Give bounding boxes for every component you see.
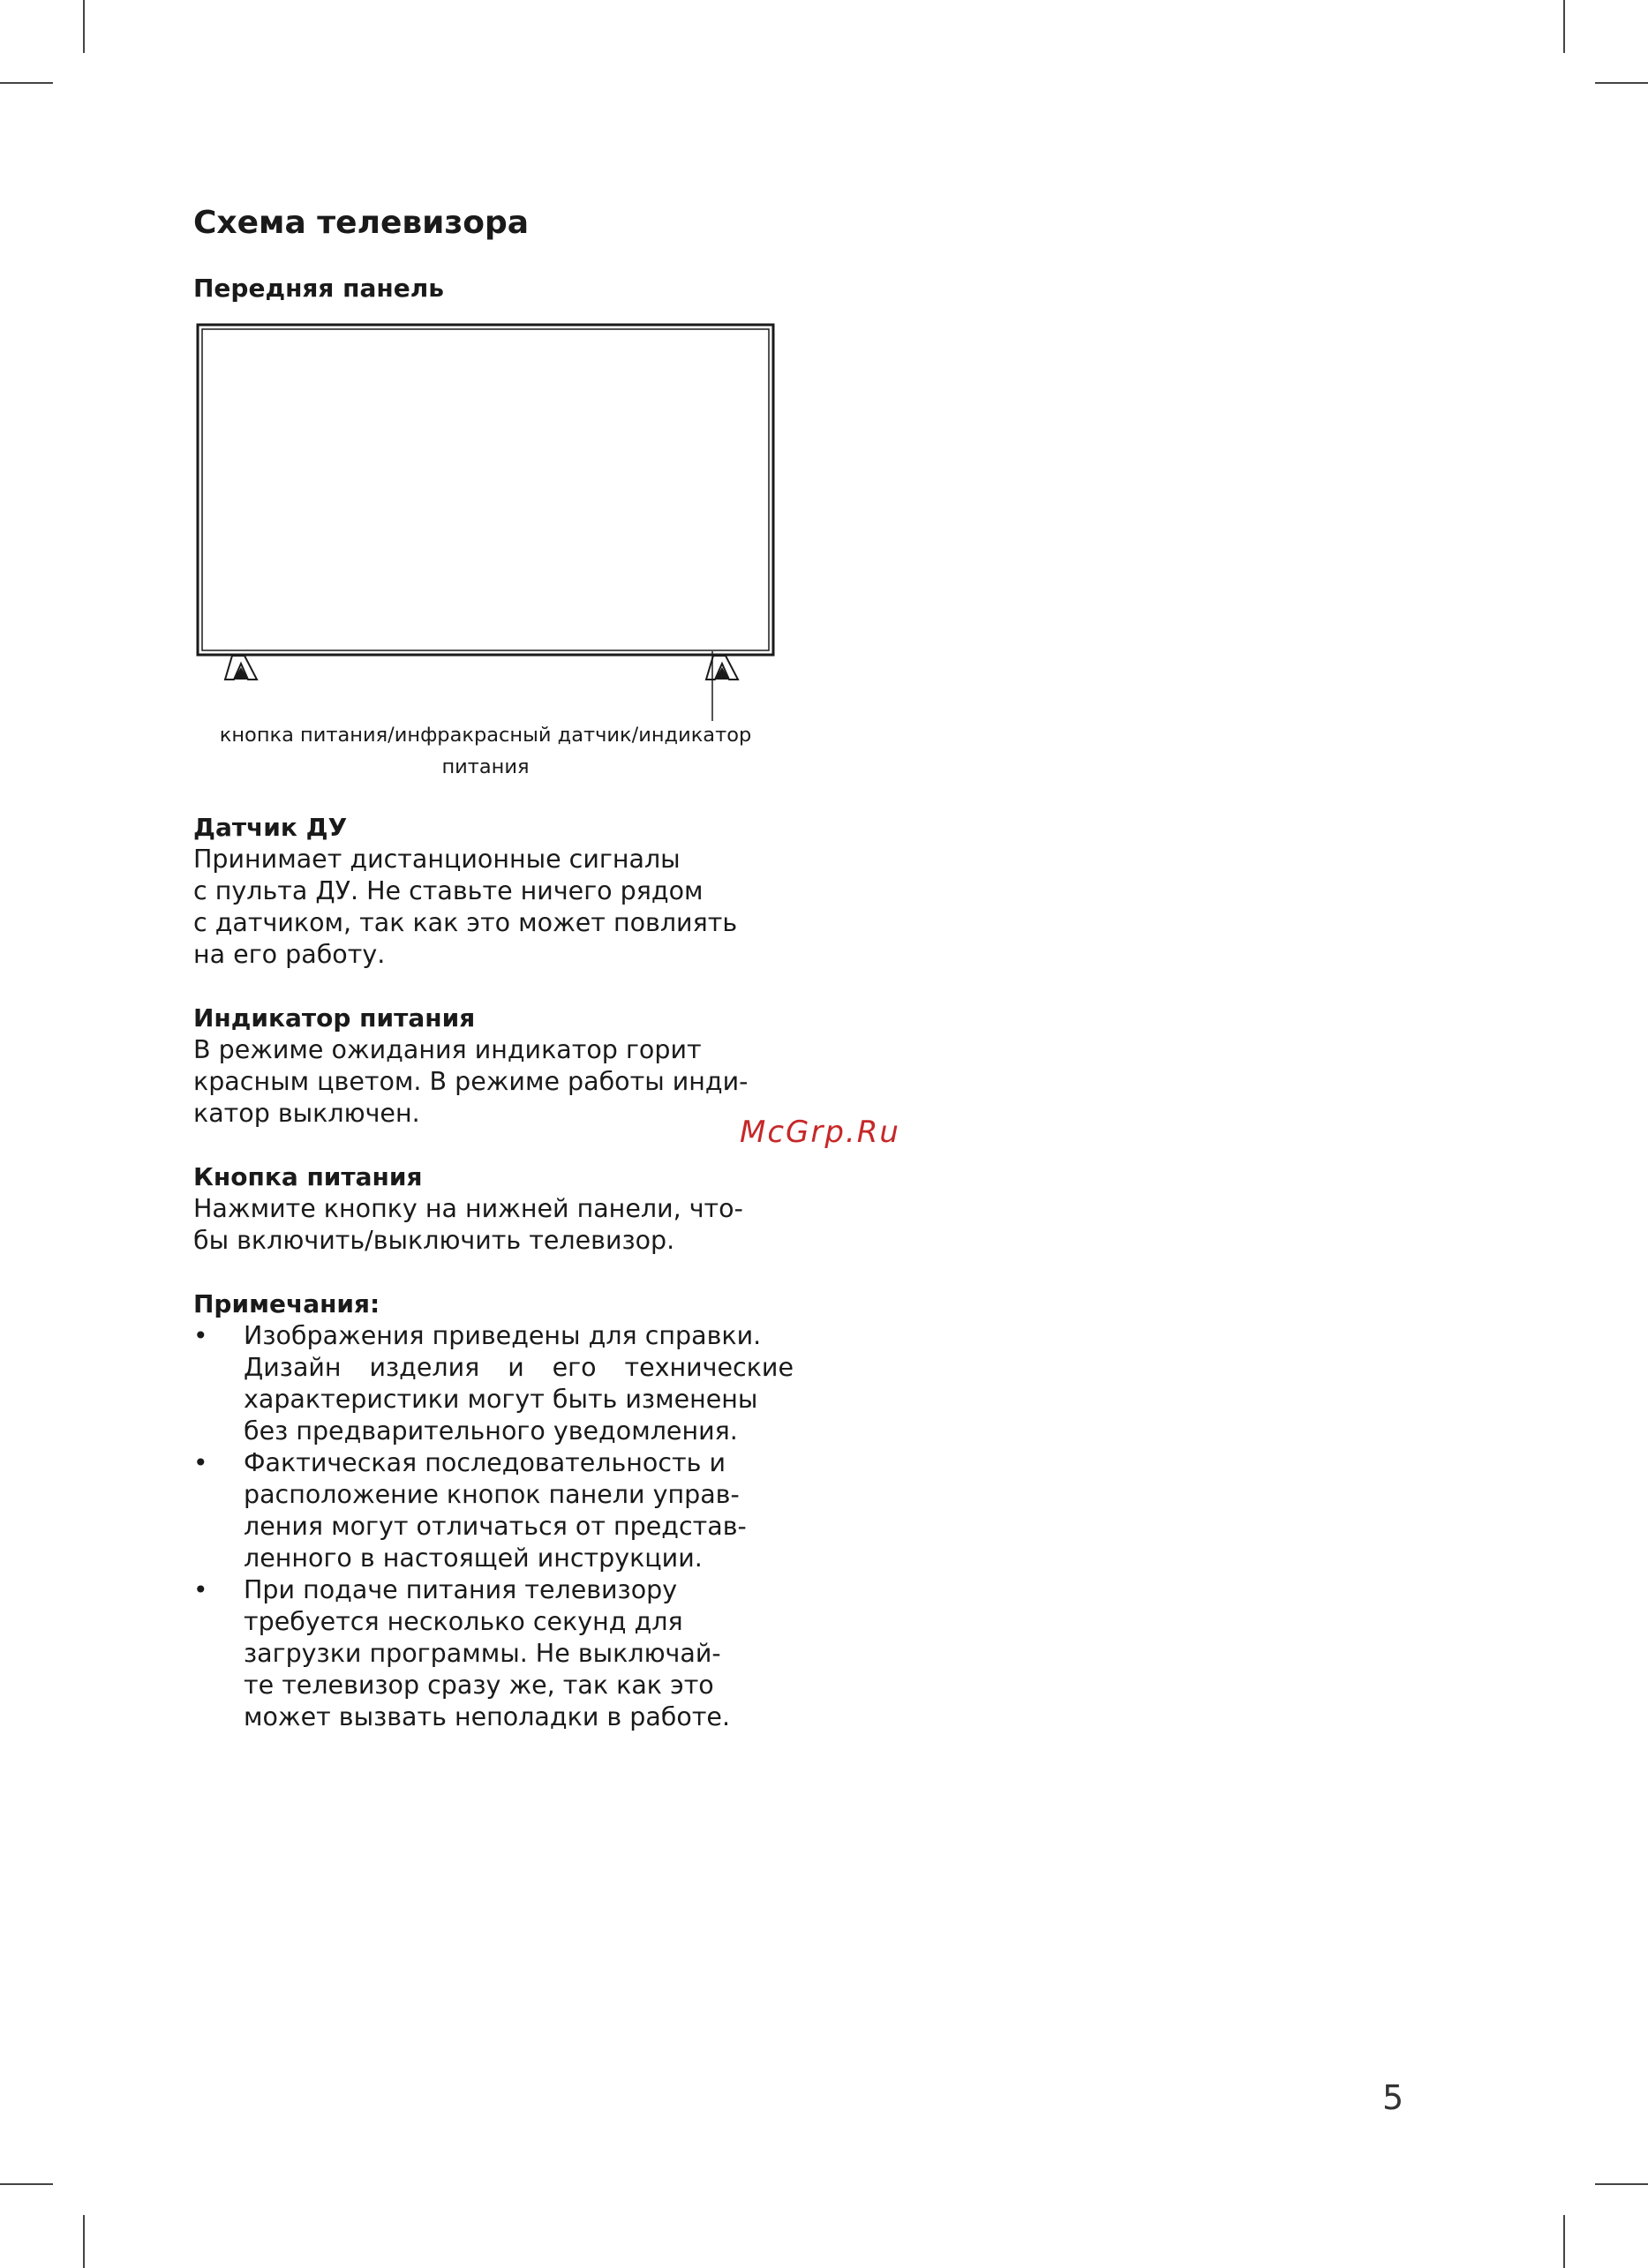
note-line: ления могут отличаться от представ- bbox=[244, 1512, 747, 1541]
note-line: ленного в настоящей инструкции. bbox=[244, 1543, 703, 1573]
note-line: Изображения приведены для справки. bbox=[244, 1321, 762, 1350]
section-power-indicator bbox=[193, 1003, 794, 1130]
note-line: При подаче питания телевизору bbox=[244, 1575, 678, 1604]
list-item bbox=[193, 1447, 794, 1574]
crop-mark bbox=[83, 0, 85, 53]
section-heading: Кнопка питания bbox=[193, 1162, 423, 1191]
note-line: те телевизор сразу же, так как это bbox=[244, 1671, 714, 1700]
page-title: Схема телевизора bbox=[193, 205, 530, 241]
section-power-button bbox=[193, 1161, 794, 1257]
crop-mark bbox=[83, 2215, 85, 2268]
caption-line: кнопка питания/инфракрасный датчик/индикатор bbox=[219, 724, 752, 747]
tv-right-stand bbox=[706, 656, 738, 680]
note-line: расположение кнопок панели управ- bbox=[244, 1480, 740, 1509]
paragraph-line: Нажмите кнопку на нижней панели, что- bbox=[193, 1194, 743, 1223]
notes-list bbox=[193, 1320, 794, 1733]
paragraph-line: красным цветом. В режиме работы инди- bbox=[193, 1067, 749, 1096]
crop-mark bbox=[1563, 2215, 1565, 2268]
section-remote-sensor bbox=[193, 812, 794, 971]
note-line: требуется несколько секунд для bbox=[244, 1607, 683, 1636]
list-item bbox=[193, 1574, 794, 1733]
crop-mark bbox=[1595, 82, 1648, 84]
bullet-icon: • bbox=[193, 1321, 208, 1350]
crop-mark bbox=[1563, 0, 1565, 53]
section-heading: Датчик ДУ bbox=[193, 813, 348, 842]
page-number: 5 bbox=[1382, 2078, 1404, 2117]
bullet-icon: • bbox=[193, 1448, 208, 1477]
tv-left-stand bbox=[225, 656, 257, 680]
bullet-icon: • bbox=[193, 1575, 208, 1604]
tv-front-panel-diagram bbox=[190, 318, 781, 732]
notes-section bbox=[193, 1288, 794, 1733]
paragraph-line: на его работу. bbox=[193, 940, 386, 969]
section-heading: Индикатор питания bbox=[193, 1003, 476, 1033]
list-item bbox=[193, 1320, 794, 1447]
crop-mark bbox=[0, 82, 53, 84]
note-line: характеристики могут быть изменены bbox=[244, 1385, 758, 1414]
diagram-caption bbox=[212, 719, 759, 783]
tv-screen bbox=[202, 329, 769, 650]
paragraph-line: катор выключен. bbox=[193, 1099, 420, 1128]
paragraph-line: с пульта ДУ. Не ставьте ничего рядом bbox=[193, 876, 704, 905]
paragraph-line: с датчиком, так как это может повлиять bbox=[193, 908, 738, 937]
note-line: может вызвать неполадки в работе. bbox=[244, 1702, 731, 1731]
paragraph-line: В режиме ожидания индикатор горит bbox=[193, 1035, 702, 1064]
note-line: Дизайн изделия и его технические bbox=[244, 1353, 794, 1382]
caption-line: питания bbox=[441, 755, 530, 778]
tv-outer-frame bbox=[198, 325, 773, 655]
paragraph-line: Принимает дистанционные сигналы bbox=[193, 845, 681, 874]
note-line: загрузки программы. Не выключай- bbox=[244, 1639, 721, 1668]
crop-mark bbox=[1595, 2183, 1648, 2185]
section-subtitle: Передняя панель bbox=[193, 274, 444, 303]
watermark-text: McGrp.Ru bbox=[740, 1115, 900, 1150]
notes-heading: Примечания: bbox=[193, 1289, 380, 1318]
note-line: без предварительного уведомления. bbox=[244, 1416, 738, 1446]
note-line: Фактическая последовательность и bbox=[244, 1448, 726, 1477]
paragraph-line: бы включить/выключить телевизор. bbox=[193, 1226, 675, 1255]
crop-mark bbox=[0, 2183, 53, 2185]
